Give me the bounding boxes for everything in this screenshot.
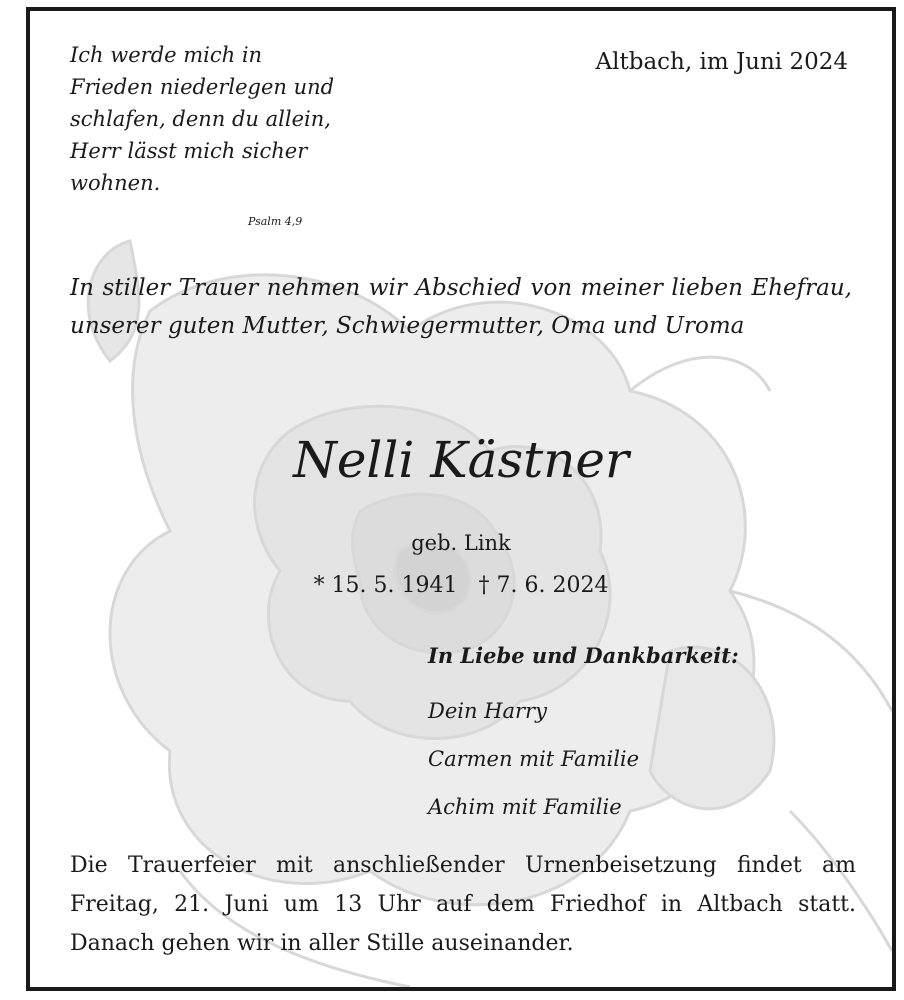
- maiden-name: geb. Link: [411, 531, 511, 555]
- deceased-name: Nelli Kästner: [293, 431, 629, 489]
- funeral-details: Die Trauerfeier mit anschließender Urnenbeisetzung findet am Freitag, 21. Juni um 13 Uhr auf dem Friedhof in Altbach statt. Danach gehen wir in aller Stille auseinander.: [70, 853, 856, 956]
- life-dates: * 15. 5. 1941 † 7. 6. 2024: [313, 573, 609, 598]
- mourners-heading: In Liebe und Dankbarkeit:: [428, 643, 739, 668]
- obituary-frame: [26, 7, 896, 991]
- mourner-item: Dein Harry: [428, 699, 547, 723]
- mourner-item: Carmen mit Familie: [428, 747, 640, 771]
- place-and-date: Altbach, im Juni 2024: [595, 49, 848, 75]
- psalm-reference: Psalm 4,9: [248, 215, 303, 228]
- psalm-quote: Ich werde mich in Frieden niederlegen und schlafen, denn du allein, Herr lässt mich sicher wohnen.: [70, 43, 335, 195]
- mourner-item: Achim mit Familie: [428, 795, 622, 819]
- intro-text: In stiller Trauer nehmen wir Abschied von meiner lieben Ehefrau, unserer guten Mutter, Schwiegermutter, Oma und Uroma: [70, 275, 852, 339]
- mourners-list: [428, 687, 639, 831]
